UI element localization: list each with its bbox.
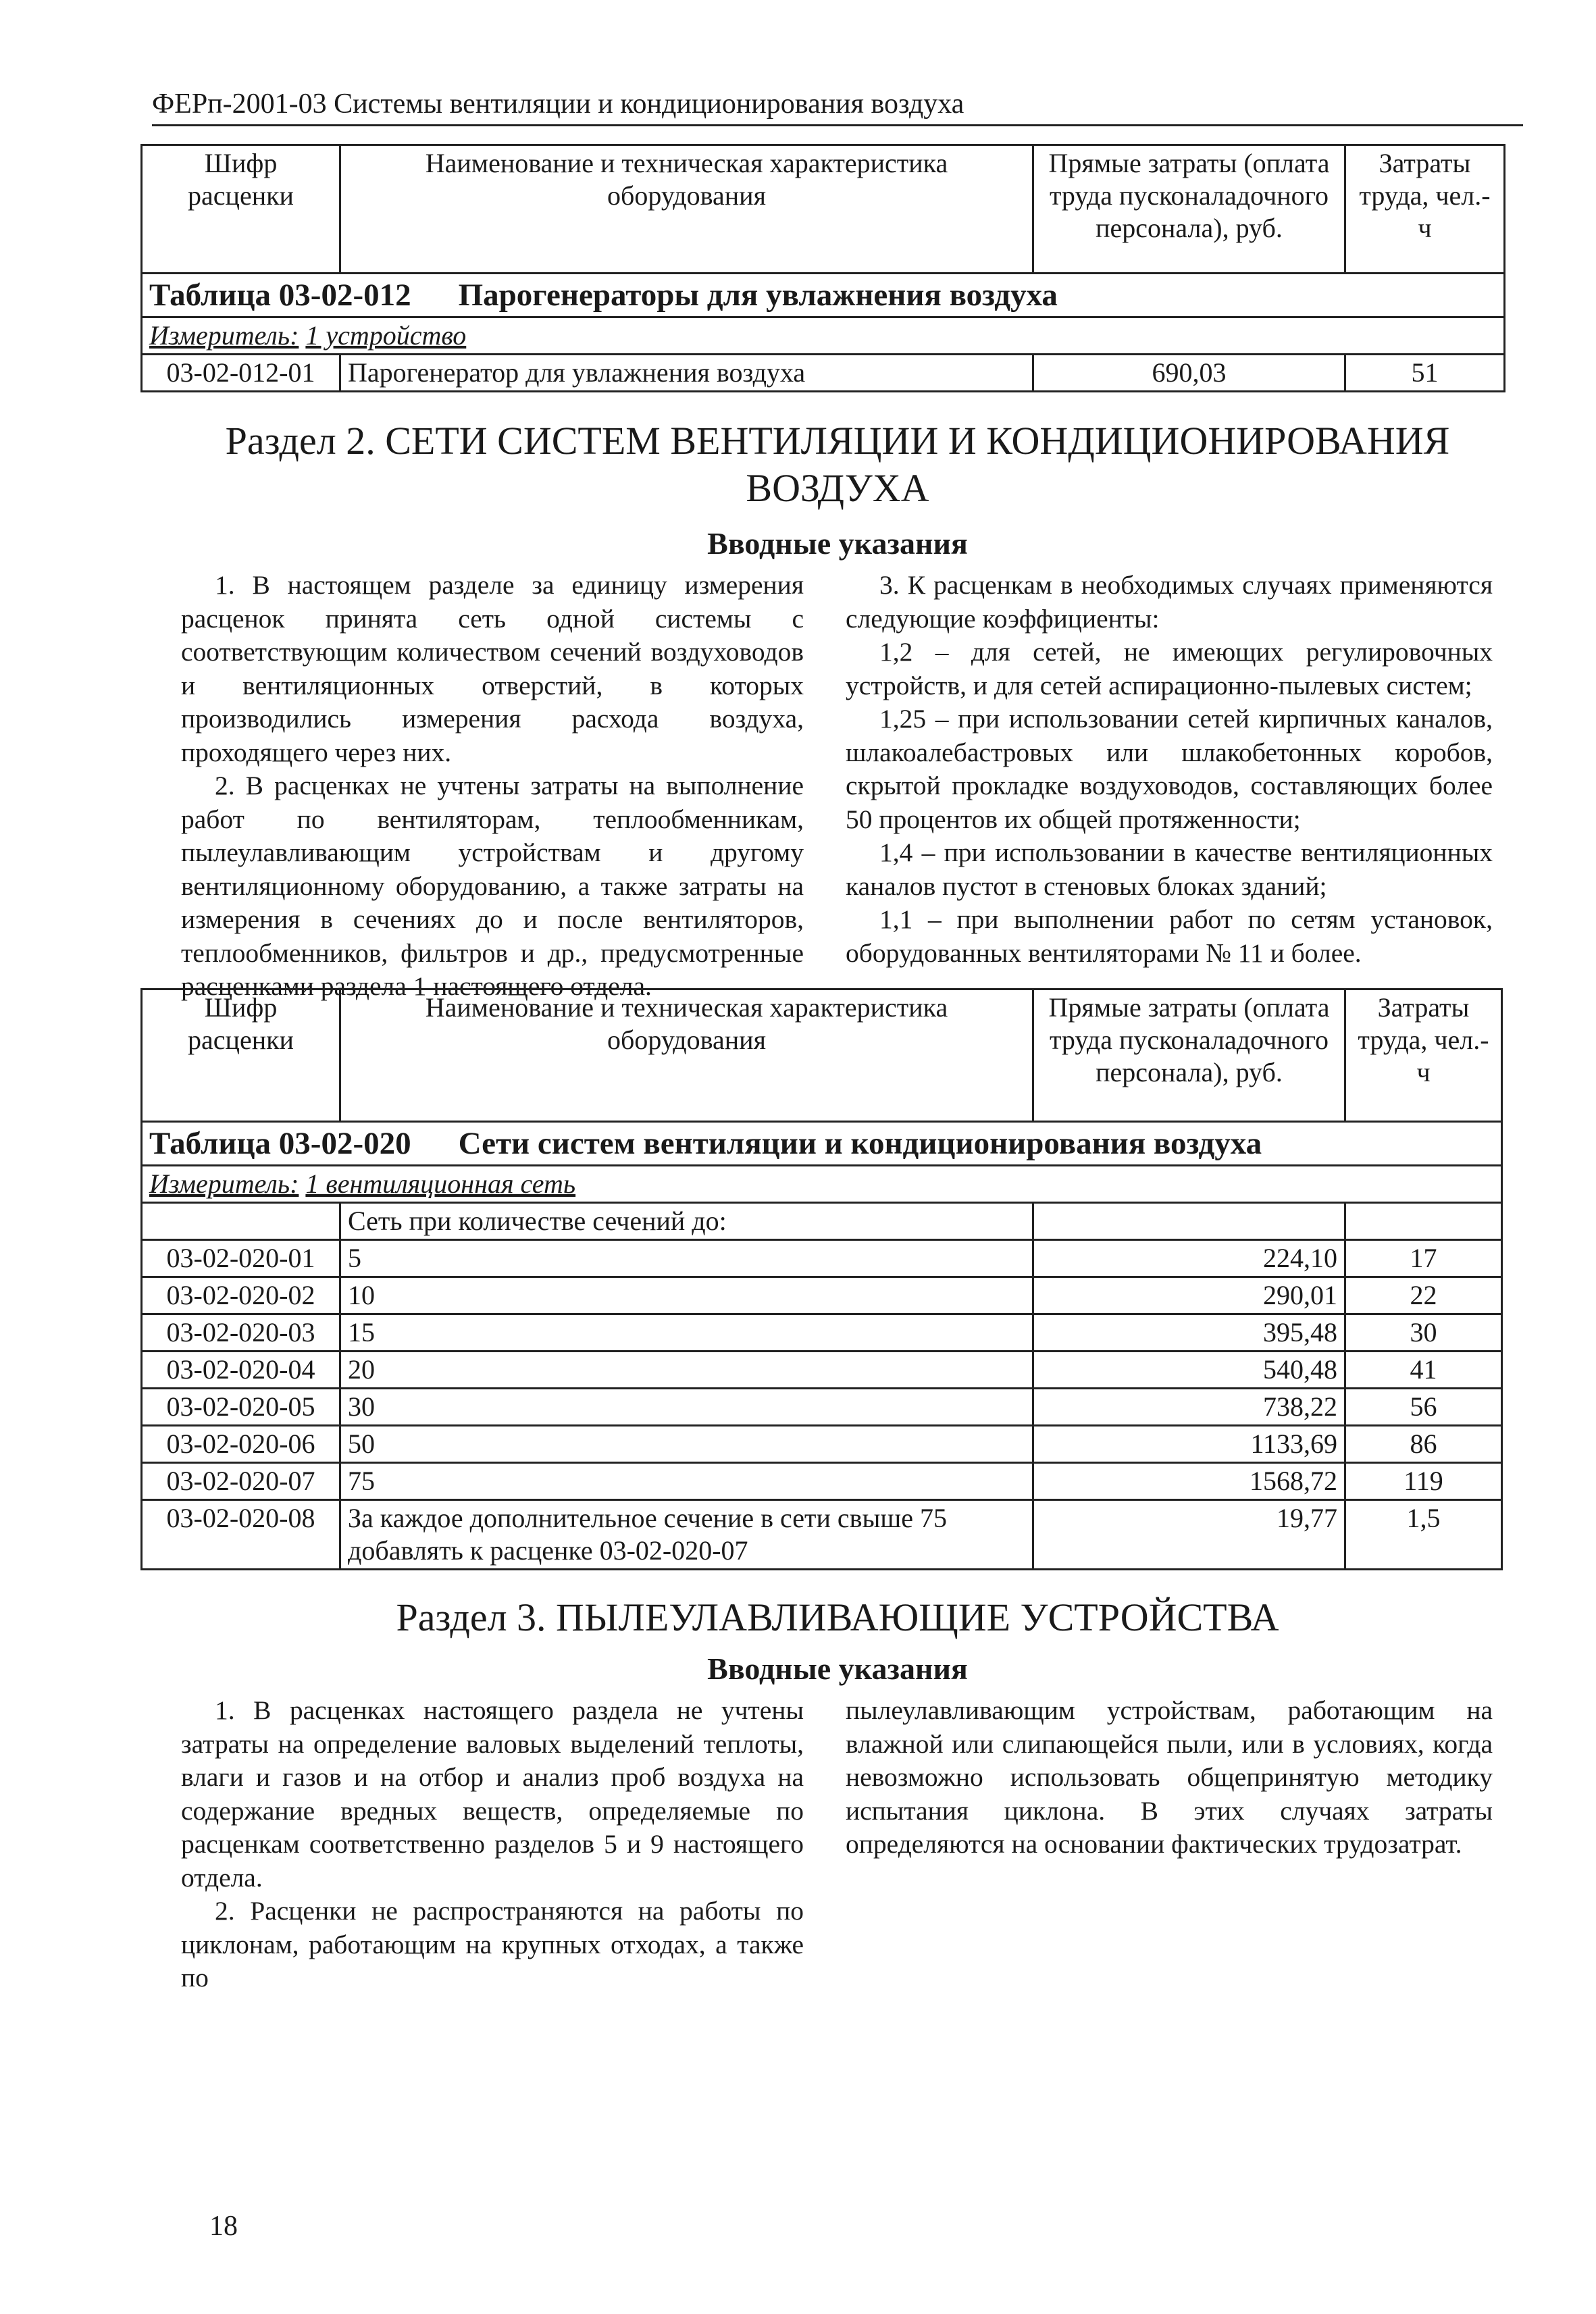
section-3-subtitle: Вводные указания xyxy=(707,1651,968,1686)
table-row xyxy=(142,355,1505,392)
section-3-right-column xyxy=(846,1694,1493,1861)
table-row xyxy=(142,1277,1502,1314)
table-row xyxy=(142,1463,1502,1500)
meter-value: 1 устройство xyxy=(305,320,467,351)
table-label: Таблица 03-02-012 xyxy=(149,278,411,313)
table-row xyxy=(142,1500,1502,1570)
table-row xyxy=(142,1314,1502,1352)
paragraph: 1,4 – при использовании в качестве вентиляционных каналов пустот в стеновых блоках зданий; xyxy=(846,838,1493,901)
row-code: 03-02-020-03 xyxy=(142,1314,340,1352)
meter-label: Измеритель: xyxy=(149,1168,299,1199)
row-code: 03-02-020-08 xyxy=(142,1500,340,1570)
row-code: 03-02-012-01 xyxy=(142,355,340,392)
paragraph: 1. В настоящем разделе за единицу измерения расценок принята сеть одной системы с соответствующим количеством сечений воздуховодов и вентиляционных отверстий, в которых производились измерения расхода воздуха, проходящего через них. xyxy=(181,570,804,767)
row-labor: 51 xyxy=(1345,355,1505,392)
row-code-empty xyxy=(142,1203,340,1240)
row-code: 03-02-020-04 xyxy=(142,1352,340,1389)
paragraph: 1,1 – при выполнении работ по сетям установок, оборудованных вентиляторами № 11 и более. xyxy=(846,904,1493,968)
row-name: 30 xyxy=(340,1389,1033,1426)
col-header-direct-costs: Прямые затраты (оплата труда пусконаладочного персонала), руб. xyxy=(1033,989,1345,1122)
row-labor: 30 xyxy=(1345,1314,1502,1352)
meter-value: 1 вентиляционная сеть xyxy=(305,1168,576,1199)
paragraph: 1. В расценках настоящего раздела не учтены затраты на определение валовых выделений теплоты, влаги и газов и на отбор и анализ проб воздуха на содержание вредных веществ, определяемые по расценкам соответственно разделов 5 и 9 настоящего отдела. xyxy=(181,1695,804,1893)
section-2-subtitle: Вводные указания xyxy=(707,526,968,561)
row-name: 15 xyxy=(340,1314,1033,1352)
table-title: Сети систем вентиляции и кондиционирования воздуха xyxy=(458,1126,1262,1161)
table-row xyxy=(142,1240,1502,1277)
row-labor: 56 xyxy=(1345,1389,1502,1426)
table-03-02-012 xyxy=(140,144,1505,392)
row-labor: 86 xyxy=(1345,1426,1502,1463)
row-code: 03-02-020-07 xyxy=(142,1463,340,1500)
row-code: 03-02-020-01 xyxy=(142,1240,340,1277)
row-cost: 690,03 xyxy=(1033,355,1345,392)
paragraph: пылеулавливающим устройствам, работающим на влажной или слипающейся пыли, или в условиях, когда невозможно использовать общепринятую методику испытания циклона. В этих случаях затраты определяются на основании фактических трудозатрат. xyxy=(846,1695,1493,1859)
row-name: Парогенератор для увлажнения воздуха xyxy=(340,355,1033,392)
paragraph: 1,2 – для сетей, не имеющих регулировочных устройств, и для сетей аспирационно-пылевых систем; xyxy=(846,637,1493,700)
col-header-name: Наименование и техническая характеристика оборудования xyxy=(340,989,1033,1122)
row-name: 50 xyxy=(340,1426,1033,1463)
section-2-right-column xyxy=(846,569,1493,970)
table-meter xyxy=(142,317,1505,355)
table-title-row xyxy=(142,1122,1502,1166)
group-label: Сеть при количестве сечений до: xyxy=(340,1203,1033,1240)
row-code: 03-02-020-05 xyxy=(142,1389,340,1426)
section-2-left-column xyxy=(181,569,804,1004)
row-name: 75 xyxy=(340,1463,1033,1500)
row-cost: 290,01 xyxy=(1033,1277,1345,1314)
table-meter xyxy=(142,1166,1502,1203)
row-cost: 540,48 xyxy=(1033,1352,1345,1389)
col-header-direct-costs: Прямые затраты (оплата труда пусконаладочного персонала), руб. xyxy=(1033,145,1345,274)
table-row xyxy=(142,1426,1502,1463)
table-title: Парогенераторы для увлажнения воздуха xyxy=(458,278,1058,313)
paragraph: 3. К расценкам в необходимых случаях применяются следующие коэффициенты: xyxy=(846,570,1493,634)
section-3-left-column xyxy=(181,1694,804,1995)
row-labor: 1,5 xyxy=(1345,1500,1502,1570)
table-row xyxy=(142,1352,1502,1389)
running-header: ФЕРп-2001-03 Системы вентиляции и кондиционирования воздуха xyxy=(152,86,1523,126)
table-03-02-020 xyxy=(140,988,1503,1570)
section-2-title: Раздел 2. СЕТИ СИСТЕМ ВЕНТИЛЯЦИИ И КОНДИЦИОНИРОВАНИЯ ВОЗДУХА xyxy=(225,419,1450,510)
table-group-row xyxy=(142,1203,1502,1240)
col-header-code: Шифр расценки xyxy=(142,145,340,274)
table-title-row xyxy=(142,274,1505,317)
row-cost: 395,48 xyxy=(1033,1314,1345,1352)
row-cost: 1133,69 xyxy=(1033,1426,1345,1463)
col-header-name: Наименование и техническая характеристика оборудования xyxy=(340,145,1033,274)
row-cost-empty xyxy=(1033,1203,1345,1240)
col-header-labor: Затраты труда, чел.-ч xyxy=(1345,989,1502,1122)
row-labor: 17 xyxy=(1345,1240,1502,1277)
row-name: 10 xyxy=(340,1277,1033,1314)
row-labor: 119 xyxy=(1345,1463,1502,1500)
row-cost: 1568,72 xyxy=(1033,1463,1345,1500)
row-name: За каждое дополнительное сечение в сети свыше 75 добавлять к расценке 03-02-020-07 xyxy=(340,1500,1033,1570)
row-cost: 738,22 xyxy=(1033,1389,1345,1426)
table-label: Таблица 03-02-020 xyxy=(149,1126,411,1161)
row-cost: 224,10 xyxy=(1033,1240,1345,1277)
paragraph: 1,25 – при использовании сетей кирпичных каналов, шлакоалебастровых или шлакобетонных коробов, скрытой прокладке воздуховодов, составляющих более 50 процентов их общей протяженности; xyxy=(846,704,1493,834)
section-3-title: Раздел 3. ПЫЛЕУЛАВЛИВАЮЩИЕ УСТРОЙСТВА xyxy=(396,1595,1279,1639)
row-name: 5 xyxy=(340,1240,1033,1277)
row-labor: 22 xyxy=(1345,1277,1502,1314)
table-row xyxy=(142,1389,1502,1426)
page-number: 18 xyxy=(209,2211,238,2242)
meter-label: Измеритель: xyxy=(149,320,299,351)
row-labor: 41 xyxy=(1345,1352,1502,1389)
paragraph: 2. В расценках не учтены затраты на выполнение работ по вентиляторам, теплообменникам, пылеулавливающим устройствам и другому вентиляционному оборудованию, а также затраты на измерения в сечениях до и после вентиляторов, теплообменников, фильтров и др., предусмотренные расценками раздела 1 настоящего отдела. xyxy=(181,771,804,1001)
row-code: 03-02-020-02 xyxy=(142,1277,340,1314)
row-labor-empty xyxy=(1345,1203,1502,1240)
col-header-labor: Затраты труда, чел.-ч xyxy=(1345,145,1505,274)
row-name: 20 xyxy=(340,1352,1033,1389)
row-code: 03-02-020-06 xyxy=(142,1426,340,1463)
paragraph: 2. Расценки не распространяются на работы по циклонам, работающим на крупных отходах, а также по xyxy=(181,1896,804,1992)
row-cost: 19,77 xyxy=(1033,1500,1345,1570)
col-header-code: Шифр расценки xyxy=(142,989,340,1122)
